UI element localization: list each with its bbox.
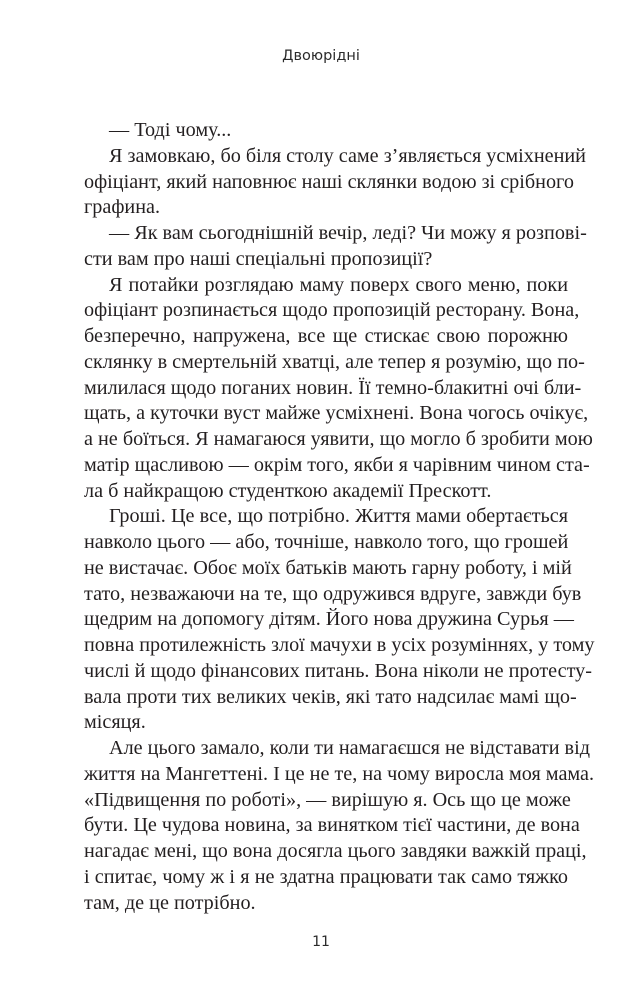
text-line: і спитає, чому ж і я не здатна працювати так само тяжко (84, 865, 568, 888)
text-line: офіціант, який наповнює наші склянки водою зі срібного (84, 170, 574, 193)
text-line: — Як вам сьогоднішній вечір, леді? Чи можу я розпові- (109, 222, 587, 244)
text-line: сти вам про наші спеціальні пропозиції? (84, 247, 433, 270)
text-line: бути. Це чудова новина, за винятком тієї частини, де вона (84, 814, 580, 837)
text-line: матір щасливою — окрім того, якби я чарівним чином ста- (84, 453, 590, 476)
text-line: щедрим на допомогу дітям. Його нова дружина Сурья — (84, 608, 574, 631)
text-line: Я потайки розглядаю маму поверх свого меню, поки (109, 273, 568, 296)
text-line: графина. (84, 196, 161, 219)
text-line: місяця. (84, 711, 146, 734)
text-line: а не боїться. Я намагаюся уявити, що могло б зробити мою (84, 428, 593, 450)
page-number: 11 (312, 934, 330, 950)
text-line: Але цього замало, коли ти намагаєшся не відставати від (109, 737, 590, 759)
text-line: повна протилежність злої мачухи в усіх розуміннях, у тому (84, 634, 595, 656)
text-line: вала проти тих великих чеків, які тато надсилає мамі що- (84, 685, 577, 708)
text-line: склянку в смертельній хватці, але тепер я розумію, що по- (84, 350, 585, 373)
text-line: тато, незважаючи на те, що одружився вдруге, завжди був (84, 582, 582, 605)
text-line: не вистачає. Обоє моїх батьків мають гарну роботу, і мій (84, 556, 572, 579)
text-line: навколо цього — або, точніше, навколо того, що грошей (84, 531, 569, 553)
paragraph (84, 736, 595, 916)
paragraph (84, 504, 595, 736)
text-line: там, де це потрібно. (84, 891, 256, 914)
text-line: нагадає мені, що вона досягла цього завдяки важкій праці, (84, 840, 587, 862)
text-line: безперечно, напружена, все ще стискає свою порожню (84, 325, 568, 347)
paragraph (84, 144, 586, 221)
text-line: офіціант розпинається щодо пропозицій ресторану. Вона, (84, 299, 580, 322)
text-line: Гроші. Це все, що потрібно. Життя мами обертається (109, 505, 568, 528)
paragraph (84, 273, 593, 505)
text-line: щать, а куточки вуст майже усміхнені. Вона чогось очікує, (84, 402, 589, 425)
paragraph (84, 118, 568, 144)
running-header: Двоюрідні (282, 48, 360, 64)
text-line: життя на Мангеттені. І це не те, на чому виросла моя мама. (84, 762, 595, 785)
text-line: «Підвищення по роботі», — вирішую я. Ось що це може (84, 788, 571, 811)
text-line: — Тоді чому... (109, 119, 232, 141)
page-body-text (84, 118, 595, 916)
text-line: числі й щодо фінансових питань. Вона ніколи не протесту- (84, 659, 592, 682)
text-line: Я замовкаю, бо біля столу саме з’являється усміхнений (109, 144, 586, 167)
paragraph (84, 221, 587, 273)
text-line: милилася щодо поганих новин. Її темно-блакитні очі бли- (84, 376, 582, 399)
text-line: ла б найкращою студенткою академії Прескотт. (84, 479, 492, 502)
